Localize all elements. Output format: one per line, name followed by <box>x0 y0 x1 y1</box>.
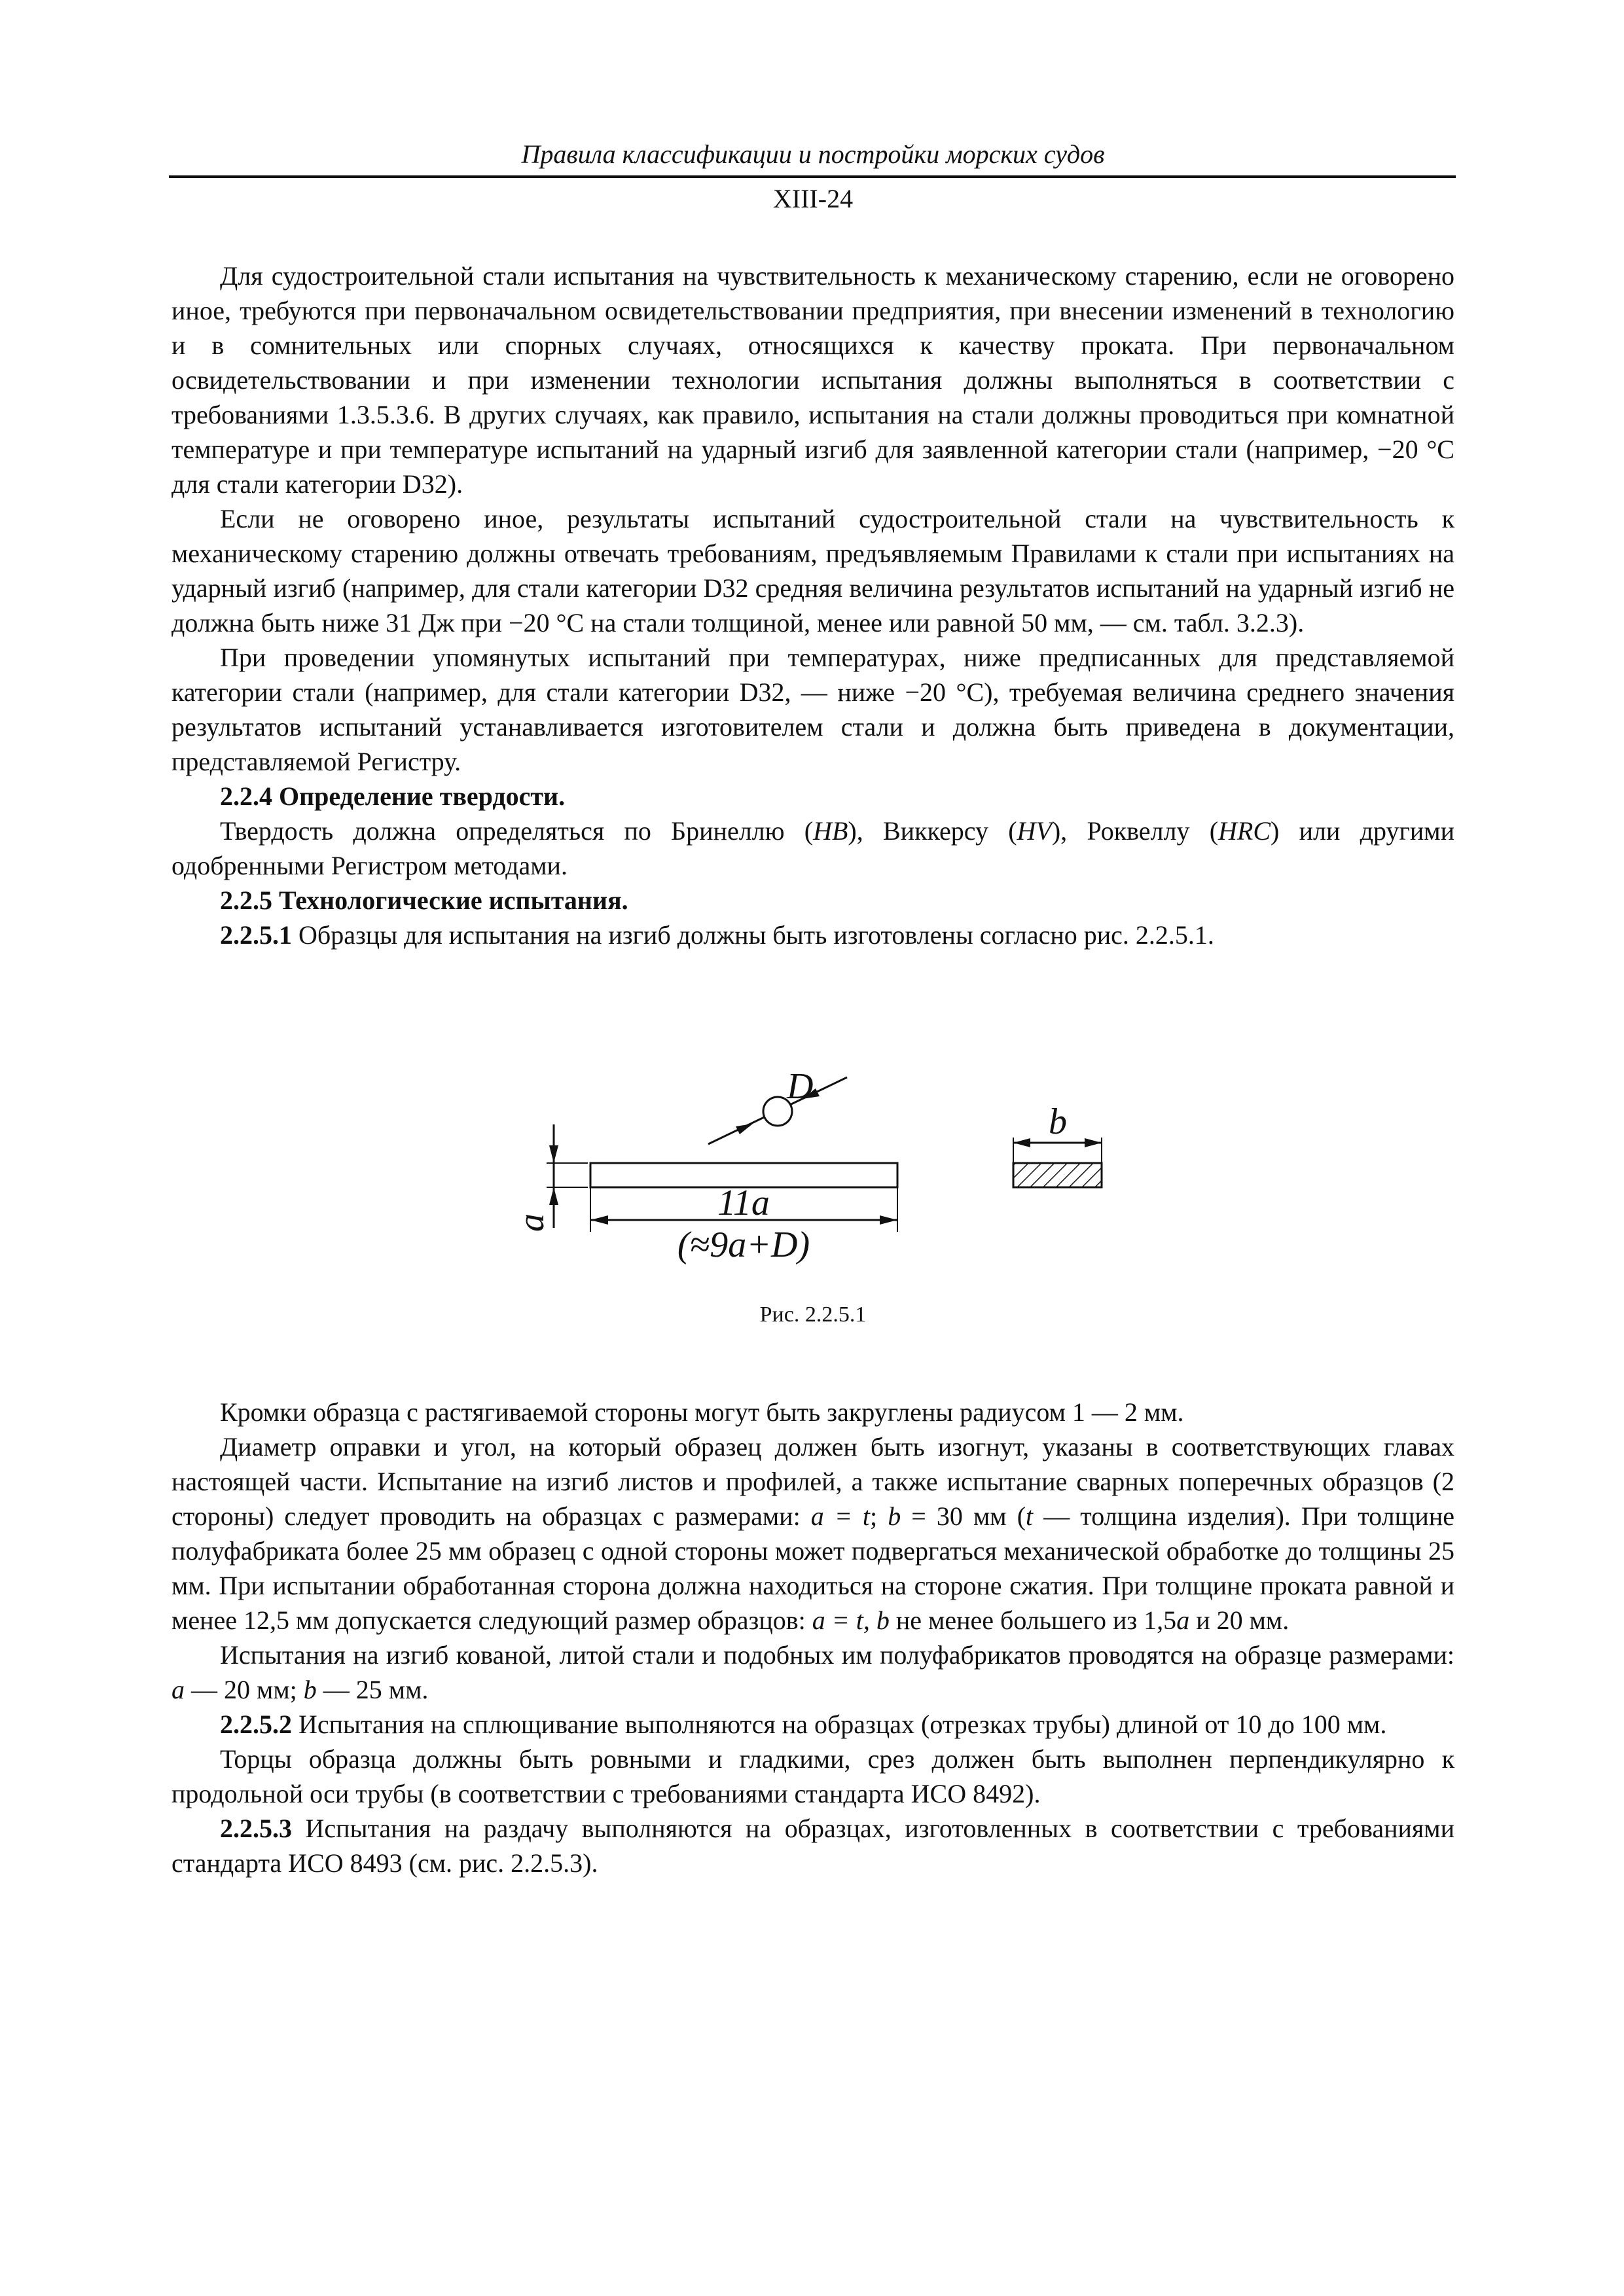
paragraph-aging-lower-temp: При проведении упомянутых испытаний при температурах, ниже предписанных для представляемой категории стали (например, для стали категории D32, — ниже −20 °C), требуемая величина среднего значения результатов испытаний устанавливается изготовителем стали и должна быть приведена в документации, представляемой Регистру. <box>171 643 1454 776</box>
dim-length-arrow-right <box>880 1215 897 1225</box>
paragraph-edge-rounding: Кромки образца с растягиваемой стороны могут быть закруглены радиусом 1 — 2 мм. <box>220 1397 1184 1427</box>
clause-number: 2.2.5.2 <box>220 1710 292 1739</box>
paragraph-2-2-5-2: 2.2.5.2 Испытания на сплющивание выполняются на образцах (отрезках трубы) длиной от 10 до 100 мм. <box>220 1710 1387 1739</box>
mandrel-arrow-left <box>736 1124 753 1134</box>
paragraph-hardness: Твердость должна определяться по Бринеллю (HB), Виккерсу (HV), Роквеллу (HRC) или другими одобренными Регистром методами. <box>171 816 1455 880</box>
dim-b-arrow-left <box>1013 1138 1030 1147</box>
dim-a-arrow-top <box>549 1145 558 1163</box>
header-rule <box>169 175 1456 178</box>
figure-caption: Рис. 2.2.5.1 <box>759 1302 867 1327</box>
paragraph-aging-results: Если не оговорено иное, результаты испытаний судостроительной стали на чувствительность к механическому старению должны отвечать требованиям, предъявляемым Правилами к стали при испытаниях на ударный изгиб (например, для стали категории D32 средняя величина результатов испытаний на ударный изгиб не должна быть ниже 31 Дж при −20 °C на стали толщиной, менее или равной 50 мм, — см. табл. 3.2.3). <box>171 504 1454 637</box>
paragraph-aging-intro: Для судостроительной стали испытания на чувствительность к механическому старению, если не оговорено иное, требуются при первоначальном освидетельствовании предприятия, при внесении изменений в технологию и в сомнительных или спорных случаях, относящихся к качеству проката. При первоначальном освидетельствовании и при изменении технологии испытания должны выполняться в соответствии с требованиями 1.3.5.3.6. В других случаях, как правило, испытания на стали должны проводиться при комнатной температуре и при температуре испытаний на ударный изгиб для заявленной категории стали (например, −20 °C для стали категории D32). <box>171 261 1454 499</box>
paragraph-2-2-5-1: 2.2.5.1 Образцы для испытания на изгиб должны быть изготовлены согласно рис. 2.2.5.1. <box>220 920 1214 950</box>
label-b: b <box>1049 1102 1067 1142</box>
paragraph-forged-steel: Испытания на изгиб кованой, литой стали и подобных им полуфабрикатов проводятся на образце размерами: a — 20 мм; b — 25 мм. <box>171 1640 1454 1704</box>
dim-b-arrow-right <box>1085 1138 1102 1147</box>
body-text-bottom <box>171 1395 1454 1880</box>
clause-number: 2.2.5.1 <box>220 920 292 950</box>
label-D: D <box>787 1066 814 1107</box>
paragraph-2-2-5-3: 2.2.5.3 Испытания на раздачу выполняются на образцах, изготовленных в соответствии с требованиями стандарта ИСО 8493 (см. рис. 2.2.5.3). <box>171 1814 1454 1878</box>
running-head: Правила классификации и постройки морских судов <box>521 139 1105 169</box>
label-a: a <box>511 1213 552 1232</box>
body-text-top <box>171 259 1454 952</box>
dim-a-arrow-bottom <box>549 1187 558 1205</box>
clause-number: 2.2.5.3 <box>220 1814 292 1843</box>
label-length: 11a <box>717 1183 770 1223</box>
figure-bend-specimen <box>171 1060 1454 1342</box>
cross-section-hatched <box>1013 1163 1102 1187</box>
paragraph-pipe-ends: Торцы образца должны быть ровными и гладкими, срез должен быть выполнен перпендикулярно к продольной оси трубы (в соответствии с требованиями стандарта ИСО 8492). <box>171 1744 1454 1808</box>
page-number: XIII-24 <box>772 184 854 213</box>
section-heading-2-2-4: 2.2.4 Определение твердости. <box>220 781 566 811</box>
bend-specimen-drawing <box>171 1060 1454 1296</box>
section-heading-2-2-5: 2.2.5 Технологические испытания. <box>220 886 628 915</box>
label-length-approx: (≈9a+D) <box>677 1225 810 1265</box>
dim-length-arrow-left <box>590 1215 608 1225</box>
paragraph-mandrel-size: Диаметр оправки и угол, на который образец должен быть изогнут, указаны в соответствующих главах настоящей части. Испытание на изгиб листов и профилей, а также испытание сварных поперечных образцов (2 стороны) следует проводить на образцах с размерами: a = t; b = 30 мм (t — толщина изделия). При толщине полуфабриката более 25 мм образец с одной стороны может подвергаться механической обработке до толщины 25 мм. При испытании обработанная сторона должна находиться на стороне сжатия. При толщине проката равной и менее 12,5 мм допускается следующий размер образцов: a = t, b не менее большего из 1,5a и 20 мм. <box>171 1432 1454 1635</box>
